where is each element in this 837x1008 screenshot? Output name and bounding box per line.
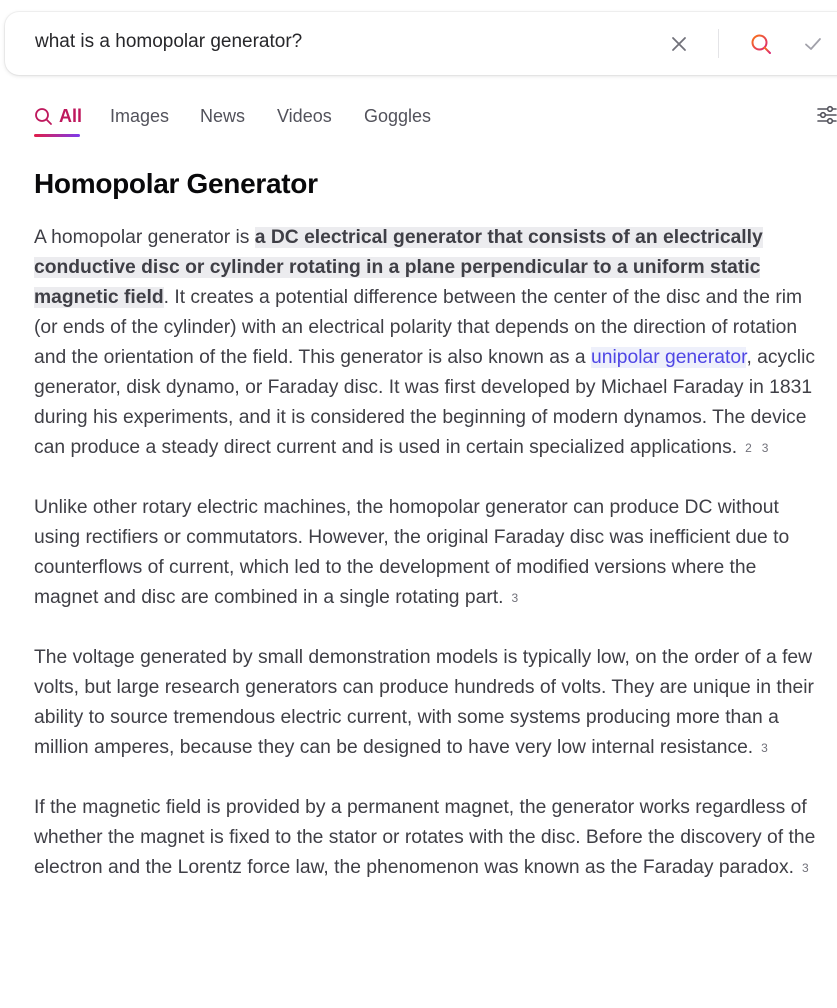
search-bar-divider: [718, 29, 719, 58]
answer-body: [34, 223, 824, 913]
search-input[interactable]: what is a homopolar generator?: [35, 31, 303, 52]
tab-label: All: [59, 106, 83, 126]
citation-link[interactable]: 3: [761, 741, 768, 755]
close-icon[interactable]: [668, 33, 690, 55]
tab-images[interactable]: Images: [110, 106, 170, 126]
tab-news[interactable]: News: [200, 106, 246, 126]
citation-link[interactable]: 3: [761, 441, 769, 455]
check-icon[interactable]: [802, 33, 824, 55]
unipolar-generator-link[interactable]: unipolar generator: [591, 347, 747, 368]
answer-title: Homopolar Generator: [34, 168, 318, 199]
tab-videos[interactable]: Videos: [277, 106, 332, 126]
paragraph-text: Unlike other rotary electric machines, the homopolar generator can produce DC without using rectifiers or commutators. However, the original Faraday disc was inefficient due to counterflows of current, which led to the development of modified versions where the magnet and disc are combined in a single rotating part.: [34, 497, 790, 608]
citation-link[interactable]: 2: [745, 441, 752, 455]
paragraph-text: The voltage generated by small demonstration models is typically low, on the order of a few volts, but large research generators can produce hundreds of volts. They are unique in their ability to source tremendous electric current, with some systems producing more than a million amperes, because they can be designed to have very low internal resistance.: [34, 647, 814, 758]
paragraph-text: If the magnetic field is provided by a permanent magnet, the generator works regardless of whether the magnet is fixed to the stator or rotates with the disc. Before the discovery of the electron and the Lorentz force law, the phenomenon was known as the Faraday paradox.: [34, 797, 816, 878]
search-bar: [5, 12, 837, 75]
search-icon[interactable]: [749, 32, 773, 56]
active-tab-indicator: [34, 134, 80, 137]
search-icon: [34, 107, 53, 126]
citation-link[interactable]: 3: [801, 861, 809, 875]
tab-goggles[interactable]: Goggles: [364, 106, 432, 126]
paragraph-text: . It creates a potential difference between the center of the disc and the rim (or ends of the cylinder) with an electrical polarity that depends on the direction of rotation and the orientation of the field. This generator is also known as a: [34, 287, 803, 368]
highlighted-definition: a DC electrical generator that consists of an electrically conductive disc or cylinder rotating in a plane perpendicular to a uniform static magnetic field: [34, 227, 763, 308]
paragraph-text: A homopolar generator is: [34, 227, 255, 248]
citation-link[interactable]: 3: [511, 591, 519, 605]
answer-paragraph-4: [34, 793, 824, 883]
answer-paragraph-1: [34, 223, 824, 463]
answer-paragraph-2: [34, 493, 824, 613]
paragraph-text: , acyclic generator, disk dynamo, or Faraday disc. It was first developed by Michael Faraday in 1831 during his experiments, and it is considered the beginning of modern dynamos. The device can produce a steady direct current and is used in certain specialized applications.: [34, 347, 816, 458]
filter-settings-icon[interactable]: [816, 104, 837, 126]
answer-paragraph-3: [34, 643, 824, 763]
